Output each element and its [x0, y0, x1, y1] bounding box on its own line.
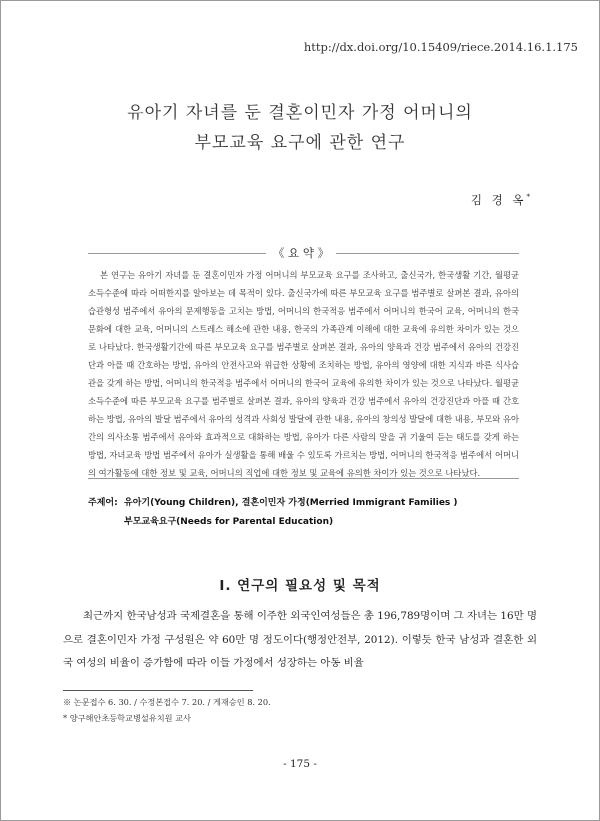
author-name: 김 경 옥 — [470, 193, 527, 207]
abstract-text: 본 연구는 유아기 자녀를 둔 결혼이민자 가정 어머니의 부모교육 요구를 조사하고, 출신국가, 한국생활 기간, 월평균 소득수준에 따라 어떠한지를 알아보는 데 목적이 있다. 출신국가에 따른 부모교육 요구를 범주별로 살펴본 결과, 유아의 습관형성 범주에서 유아의 문제행동을 고치는 방법, 어머니의 한국적응 범주에서 어머니의 한국어 교육, 어머니의 한국 문화에 대한 교육, 어머니의 스트레스 해소에 관한 내용, 한국의 가족관계 이해에 대한 교육에 유의한 차이가 있는 것으로 나타났다. 한국생활기간에 따른 부모교육 요구를 범주별로 살펴본 결과, 유아의 양육과 건강 범주에서 유아의 건강진단과 아플 때 간호하는 방법, 유아의 안전사고와 위급한 상황에 조치하는 방법, 유아의 영양에 대한 지식과 바른 식사습관을 갖게 하는 방법, 어머니의 한국적응 범주에서 어머니의 한국어 교육에 유의한 차이가 있는 것으로 나타났다. 월평균 소득수준에 따른 부모교육 요구를 범주별로 살펴본 결과, 유아의 양육과 건강 범주에서 유아의 건강진단과 아플 때 간호하는 방법, 유아의 발달 범주에서 유아의 성격과 사회성 발달에 관한 내용, 유아의 창의성 발달에 대한 내용, 부모와 유아간의 의사소통 범주에서 유아와 효과적으로 대화하는 방법, 유아가 다른 사람의 말을 귀 기울여 듣는 태도를 갖게 하는 방법, 자녀교육 방법 범주에서 유아가 실생활을 통해 배울 수 있도록 가르치는 방법, 어머니의 한국적응 범주에서 어머니의 여가활동에 대한 정보 및 교육, 어머니의 직업에 대한 정보 및 교육에 유의한 차이가 있는 것으로 나타났다. — [88, 270, 519, 478]
footnote-dates: ※ 논문접수 6. 30. / 수정본접수 7. 20. / 게재승인 8. 20. — [63, 697, 271, 707]
abstract-rule-left — [88, 253, 266, 254]
title-line-2: 부모교육 요구에 관한 연구 — [194, 133, 406, 153]
paper-title — [0, 98, 600, 158]
body-paragraph: 최근까지 한국남성과 국제결혼을 통해 이주한 외국인여성들은 총 196,789명이며 그 자녀는 16만 명으로 결혼이민자 가정 구성원은 약 60만 명 정도이다(행정안전부, 2012). 이렇듯 한국 남성과 결혼한 외국 여성의 비율이 증가함에 따라 이들 가정에서 성장하는 아동 비율 — [63, 610, 537, 669]
title-line-1: 유아기 자녀를 둔 결혼이민자 가정 어머니의 — [127, 103, 473, 123]
page-number: - 175 - — [283, 758, 317, 770]
section-heading: Ⅰ. 연구의 필요성 및 목적 — [219, 578, 381, 594]
keywords-line-1: 유아기(Young Children), 결혼이민자 가정(Merried Immigrant Families ) — [124, 498, 458, 508]
author-mark: * — [526, 193, 530, 202]
author — [471, 192, 530, 208]
footnote-affiliation: * 양구해안초등학교병설유치원 교사 — [63, 713, 191, 723]
keywords-line-2: 부모교육요구(Needs for Parental Education) — [124, 517, 334, 527]
keywords-label: 주제어: — [88, 498, 118, 508]
abstract-rule-right — [336, 253, 519, 254]
doi-link[interactable]: http://dx.doi.org/10.15409/riece.2014.16.1.175 — [303, 40, 578, 54]
abstract-heading: 《 요 약 》 — [272, 246, 330, 260]
keywords — [88, 494, 458, 532]
abstract-rule-bottom — [88, 478, 519, 479]
footnote-rule — [63, 690, 253, 691]
